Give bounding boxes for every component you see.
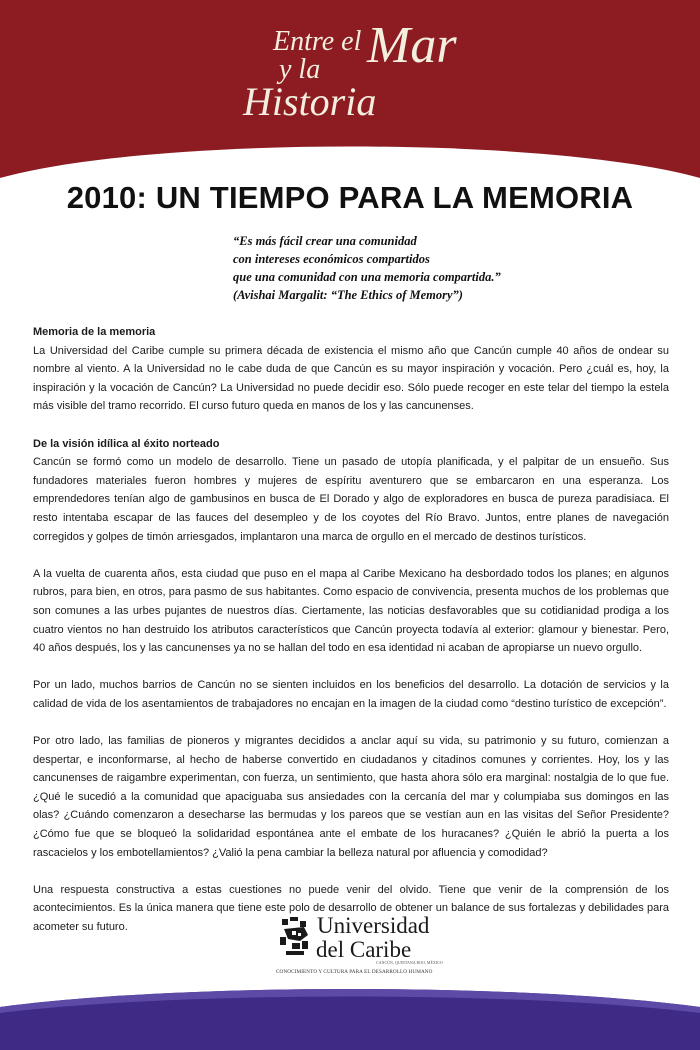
quote-attribution: (Avishai Margalit: “The Ethics of Memory”) [233, 288, 463, 302]
logo-name-line1: Universidad [317, 913, 430, 938]
header-banner [0, 0, 700, 178]
section-heading: Memoria de la memoria [33, 326, 156, 338]
footer-band [0, 985, 700, 1050]
paragraph: Cancún se formó como un modelo de desarrollo. Tiene un pasado de utopía planificada, y el palpitar de un ensueño. Sus fundadores materiales fueron hombres y mujeres de espíritu aventurero que se embarcaron en una esperanza. Los emprendedores tenían algo de gambusinos en busca de El Dorado y algo de exploradores en busca de pureza paradisiaca. El resto intentaba escapar de las fauces del desempleo y de los coyotes del Río Bravo. Juntos, entre planes de navegación corregidos y golpes de timón arriesgados, implantaron una marca de orgullo en el mercado de destinos turísticos. [33, 456, 669, 543]
paragraph: Por otro lado, las familias de pioneros y migrantes decididos a anclar aquí su vida, su patrimonio y su futuro, comienzan a despertar, e inconformarse, al hecho de haberse convertido en ciudadanos y citadinos comunes y corrientes. Hoy, los y las cancunenses de raigambre experimentan, con fuerza, un sentimiento, que hasta ahora sólo era marginal: nostalgia de lo que fue. ¿Qué le sucedió a la comunidad que apaciguaba sus ansiedades con la cercanía del mar y columpiaba sus domingos en las olas? ¿Cuándo comenzaron a desecharse las bermudas y los pareos que se vestían aun en las visitas del Señor Presidente? ¿Cómo fue que se bloqueó la solidaridad espontánea ante el embate de los huracanes? ¿Quién le abrió la puerta a los rascacielos y los embotellamientos? ¿Valió la pena cambiar la belleza natural por afluencia y comodidad? [33, 735, 669, 859]
quote-line: “Es más fácil crear una comunidad [233, 234, 417, 248]
quote-line: que una comunidad con una memoria compartida.” [233, 270, 501, 284]
paragraph: Una respuesta constructiva a estas cuestiones no puede venir del olvido. Tiene que venir de la comprensión de los acontecimientos. Es la única manera que tiene este polo de desarrollo de obtener un balance de sus fortalezas y debilidades para acometer su futuro. [33, 883, 669, 933]
logo-location: CANCÚN, QUINTANA ROO, MÉXICO [376, 960, 443, 965]
brand-mar: Mar [367, 17, 457, 74]
paragraph: A la vuelta de cuarenta años, esta ciudad que puso en el mapa al Caribe Mexicano ha desbordado todos los planes; en algunos rubros, para bien, en otros, para pasmo de sus habitantes. Como espacio de convivencia, presenta muchos de los problemas que son comunes a las urbes pujantes de nuestros días. Ciertamente, las noticias desfavorables que su cotidianidad prodiga a los cuatro vientos no han destruido los atributos característicos que Cancún proyecta todavía al exterior: glamour y bienestar. Pero, 40 años después, los y las cancunenses ya no se hallan del todo en esa identidad ni acaban de apropiarse un nuevo orgullo. [33, 567, 669, 655]
epigraph-quote [233, 232, 593, 304]
university-logo [276, 913, 443, 977]
quote-line: con intereses económicos compartidos [233, 252, 430, 266]
logo-tagline: CONOCIMIENTO Y CULTURA PARA EL DESARROLLO HUMANO [276, 969, 433, 975]
brand-yla: y la [279, 54, 321, 85]
section-heading: De la visión idílica al éxito norteado [33, 437, 220, 450]
page-title: 2010: UN TIEMPO PARA LA MEMORIA [66, 180, 634, 215]
logo-name-line2: del Caribe [316, 937, 412, 962]
brand-entre: Entre el [273, 26, 362, 57]
paragraph: Por un lado, muchos barrios de Cancún no se sienten incluidos en los beneficios del desarrollo. La dotación de servicios y la calidad de vida de los asentamientos de trabajadores no encajan en la imagen de la ciudad como “destino turístico de excepción”. [33, 679, 669, 710]
brand-historia: Historia [243, 79, 377, 124]
brand-title [0, 0, 700, 140]
paragraph: La Universidad del Caribe cumple su primera década de existencia el mismo año que Cancún cumple 40 años de ondear su nombre al viento. A la Universidad no le cabe duda de que Cancún es su mayor inspiración y vocación. Pero ¿cuál es, hoy, la inspiración y la vocación de Cancún? La Universidad no puede decidir eso. Sólo puede recoger en este telar del tiempo la estela más visible del tramo recorrido. El curso futuro queda en manos de los y las cancunenses. [33, 344, 669, 413]
maya-glyph-icon [278, 915, 312, 959]
article-body [33, 323, 669, 937]
